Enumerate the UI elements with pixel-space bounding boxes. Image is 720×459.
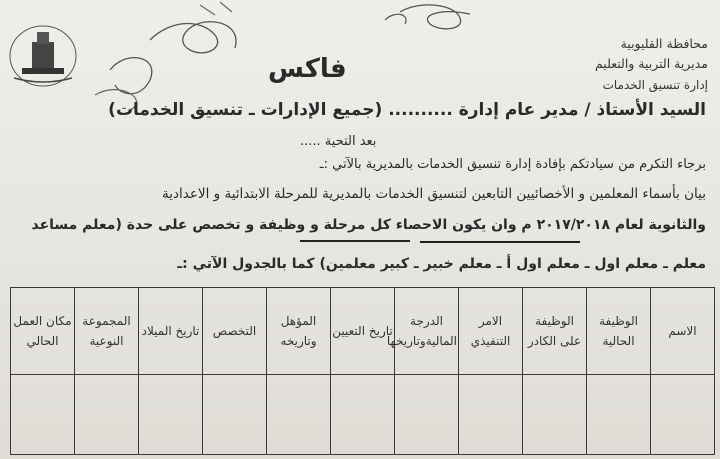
staff-data-table	[10, 287, 715, 455]
column-header: مكان العمل الحالي	[11, 288, 75, 375]
column-header: الوظيفة على الكادر	[523, 288, 587, 375]
table-cell	[139, 375, 203, 455]
body-line-4: معلم ـ معلم اول ـ معلم اول أ ـ معلم خبير ـ كبير معلمين) كما بالجدول الآتي :ـ	[177, 256, 706, 272]
column-header: المجموعة النوعية	[75, 288, 139, 375]
column-header: التخصص	[203, 288, 267, 375]
table-cell	[459, 375, 523, 455]
table-cell	[395, 375, 459, 455]
table-header-row	[11, 288, 715, 375]
document-title: فاكس	[268, 54, 347, 84]
column-header: الامر التنفيذي	[459, 288, 523, 375]
column-header: الاسم	[651, 288, 715, 375]
body-line-2: بيان بأسماء المعلمين و الأخصائيين التابعين لتنسيق الخدمات بالمديرية للمرحلة الابتدائية و الاعدادية	[162, 186, 706, 202]
addressee-line: السيد الأستاذ / مدير عام إدارة .......... (جميع الإدارات ـ تنسيق الخدمات)	[108, 100, 706, 120]
greeting-line: بعد التحية .....	[300, 134, 377, 149]
table-cell	[75, 375, 139, 455]
column-header: الدرجة الماليةوتاريخها	[395, 288, 459, 375]
header-department: إدارة تنسيق الخدمات	[602, 78, 708, 92]
table-row	[11, 375, 715, 455]
column-header: الوظيفة الحالية	[587, 288, 651, 375]
table-cell	[587, 375, 651, 455]
emphasis-underline	[420, 241, 580, 243]
table-cell	[267, 375, 331, 455]
header-governorate: محافظة القليوبية	[620, 36, 708, 51]
table-cell	[523, 375, 587, 455]
table-cell	[331, 375, 395, 455]
header-directorate: مديرية التربية والتعليم	[594, 56, 708, 71]
body-line-3: والثانوية لعام ٢٠١٧/٢٠١٨ م وان يكون الاحصاء كل مرحلة و وظيفة و تخصص على حدة (معلم مساعد	[31, 217, 706, 233]
column-header: تاريخ الميلاد	[139, 288, 203, 375]
table-cell	[651, 375, 715, 455]
column-header: تاريخ التعيين	[331, 288, 395, 375]
body-line-1: برجاء التكرم من سيادتكم بإفادة إدارة تنسيق الخدمات بالمديرية بالآتي :ـ	[319, 157, 706, 172]
column-header: المؤهل وتاريخه	[267, 288, 331, 375]
table-cell	[11, 375, 75, 455]
table-cell	[203, 375, 267, 455]
emphasis-underline	[300, 240, 410, 242]
